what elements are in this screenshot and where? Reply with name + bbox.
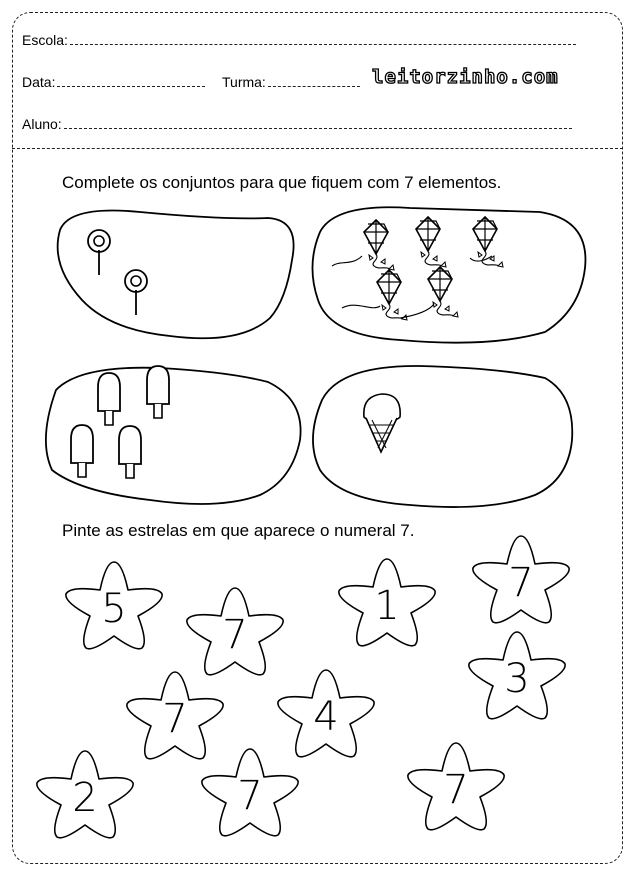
- star[interactable]: [202, 749, 298, 836]
- star-numeral: 5: [101, 586, 127, 632]
- star-numeral: 7: [222, 612, 248, 658]
- star[interactable]: [473, 536, 569, 623]
- set-ice-cream[interactable]: [313, 366, 572, 507]
- star-numeral: 7: [443, 767, 469, 813]
- class-label: Turma:: [222, 74, 266, 90]
- kite-icon: [473, 217, 503, 267]
- star-numeral: 7: [237, 773, 263, 819]
- kite-icon: [377, 270, 407, 320]
- set-blob-1: [58, 210, 294, 338]
- date-label: Data:: [22, 74, 56, 90]
- stars-group: [37, 536, 569, 838]
- ice-cream-cone-icon: [364, 394, 400, 452]
- star-numeral: 3: [504, 656, 530, 702]
- instruction-stars: Pinte as estrelas em que aparece o numeral 7.: [62, 521, 415, 540]
- popsicle-icon: [119, 426, 141, 478]
- popsicle-icon: [71, 425, 93, 477]
- star-numeral: 7: [162, 696, 188, 742]
- star[interactable]: [278, 670, 374, 757]
- star-numeral: 1: [374, 583, 400, 629]
- lollipop-icon: [88, 230, 110, 275]
- set-kites[interactable]: [312, 207, 585, 342]
- star[interactable]: [66, 562, 162, 649]
- star-numeral: 7: [508, 560, 534, 606]
- set-popsicles[interactable]: [46, 366, 301, 504]
- star[interactable]: [339, 559, 435, 646]
- popsicle-icon: [147, 366, 169, 418]
- student-label: Aluno:: [22, 116, 62, 132]
- star[interactable]: [187, 588, 283, 675]
- star[interactable]: [469, 632, 565, 719]
- star-numeral: 2: [72, 775, 98, 821]
- star-numeral: 4: [313, 694, 339, 740]
- star[interactable]: [408, 743, 504, 830]
- lollipop-icon: [125, 270, 147, 315]
- brand-logo: leitorzinho.com: [372, 66, 559, 88]
- kite-icon: [428, 267, 458, 317]
- set-lollipops[interactable]: [58, 210, 294, 338]
- kite-icon: [416, 217, 446, 267]
- star[interactable]: [37, 751, 133, 838]
- popsicle-icon: [98, 373, 120, 425]
- instruction-sets: Complete os conjuntos para que fiquem com 7 elementos.: [62, 173, 502, 192]
- school-label: Escola:: [22, 32, 68, 48]
- kite-icon: [364, 220, 394, 270]
- star[interactable]: [127, 672, 223, 759]
- set-blob-4: [313, 366, 572, 507]
